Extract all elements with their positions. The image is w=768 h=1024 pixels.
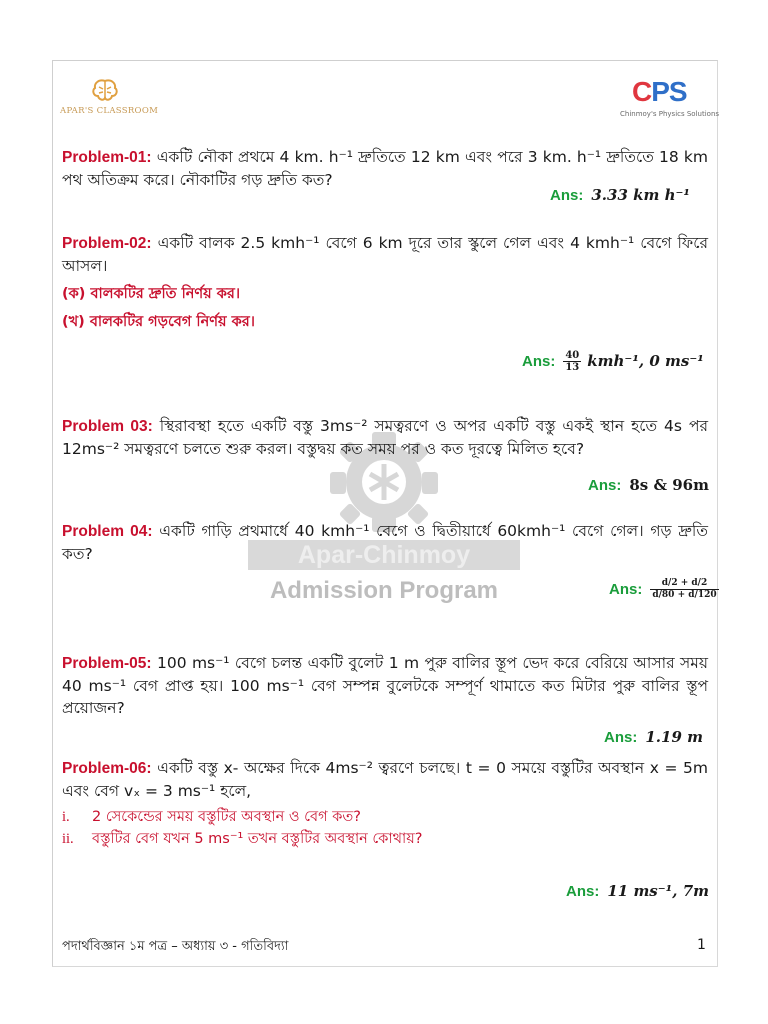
problem-label: Problem 04: — [62, 523, 153, 540]
problem-label: Problem-06: — [62, 760, 152, 777]
list-item-i: i. 2 সেকেন্ডের সময় বস্তুটির অবস্থান ও বেগ কত? — [62, 809, 361, 825]
sub-question-b: (খ) বালকটির গড়বেগ নির্ণয় কর। — [62, 314, 255, 330]
footer-chapter-text: পদার্থবিজ্ঞান ১ম পত্র – অধ্যায় ৩ - গতিবিদ্যা — [62, 939, 289, 954]
page-number: 1 — [697, 937, 706, 953]
problem-04 — [62, 520, 708, 565]
problem-text: একটি বস্তু x- অক্ষের দিকে 4ms⁻² ত্বরণে চলছে। t = 0 সময়ে বস্তুটির অবস্থান x = 5m এবং বেগ vₓ = 3 ms⁻¹ হলে, — [62, 759, 708, 800]
brain-logo-icon — [90, 78, 120, 104]
problem-text: স্থিরাবস্থা হতে একটি বস্তু 3ms⁻² সমত্বরণে ও অপর একটি বস্তু একই স্থান হতে 4s পর 12ms⁻² সমত্বরণে চলতে শুরু করল। বস্তুদ্বয় কত সময় পর ও কত দূরত্বে মিলিত হবে? — [62, 417, 709, 458]
cps-wordmark: CPS — [632, 76, 687, 107]
cps-tagline: Chinmoy's Physics Solutions — [620, 110, 720, 118]
answer-05: Ans: 1.19 m — [604, 728, 703, 746]
answer-03: Ans: 8s & 96m — [588, 476, 709, 494]
problem-label: Problem-05: — [62, 655, 152, 672]
problem-label: Problem-02: — [62, 235, 152, 252]
list-item-ii: ii. বস্তুটির বেগ যখন 5 ms⁻¹ তখন বস্তুটির অবস্থান কোথায়? — [62, 831, 423, 847]
cps-logo — [620, 76, 720, 122]
sub-question-a: (ক) বালকটির দ্রুতি নির্ণয় কর। — [62, 286, 241, 302]
problem-05 — [62, 652, 708, 719]
answer-01: Ans: 3.33 km h⁻¹ — [550, 186, 690, 204]
left-logo-text: APAR'S CLASSROOM — [60, 106, 159, 116]
answer-02: Ans: $\frac{40}{13}$ kmh⁻¹, 0 ms⁻¹ — [522, 350, 704, 373]
problem-text: একটি গাড়ি প্রথমার্ধে 40 kmh⁻¹ বেগে ও দ্বিতীয়ার্ধে 60kmh⁻¹ বেগে গেল। গড় দ্রুতি কত? — [62, 522, 708, 563]
watermark-program-text: Admission Program — [269, 577, 499, 604]
watermark-band: Apar-Chinmoy — [248, 540, 520, 570]
problem-02 — [62, 232, 708, 277]
answer-04: Ans: $\frac{d/2 + d/2}{d/80 + d/120}$ — [609, 578, 717, 600]
answer-fraction: $\frac{d/2 + d/2}{d/80 + d/120}$ — [652, 578, 717, 600]
problem-label: Problem-01: — [62, 149, 152, 166]
problem-text: একটি বালক 2.5 kmh⁻¹ বেগে 6 km দূরে তার স্কুলে গেল এবং 4 kmh⁻¹ বেগে ফিরে আসল। — [62, 234, 708, 275]
problem-label: Problem 03: — [62, 418, 153, 435]
answer-fraction: $\frac{40}{13}$ — [565, 350, 580, 373]
problem-03 — [62, 415, 708, 460]
problem-text: একটি নৌকা প্রথমে 4 km. h⁻¹ দ্রুতিতে 12 km এবং পরে 3 km. h⁻¹ দ্রুতিতে 18 km পথ অতিক্রম করে। নৌকাটির গড় দ্রুতি কত? — [62, 148, 708, 189]
answer-06: Ans: 11 ms⁻¹, 7m — [566, 882, 709, 900]
apars-classroom-logo — [60, 78, 170, 120]
problem-06 — [62, 757, 708, 802]
problem-text: 100 ms⁻¹ বেগে চলন্ত একটি বুলেট 1 m পুরু বালির স্তূপ ভেদ করে বেরিয়ে আসার সময় 40 ms⁻¹ বেগ প্রাপ্ত হয়। 100 ms⁻¹ বেগ সম্পন্ন বুলেটকে সম্পূর্ণ থামাতে কত মিটার পুরু বালির স্তূপ প্রয়োজন? — [62, 654, 708, 717]
problem-01 — [62, 146, 708, 191]
